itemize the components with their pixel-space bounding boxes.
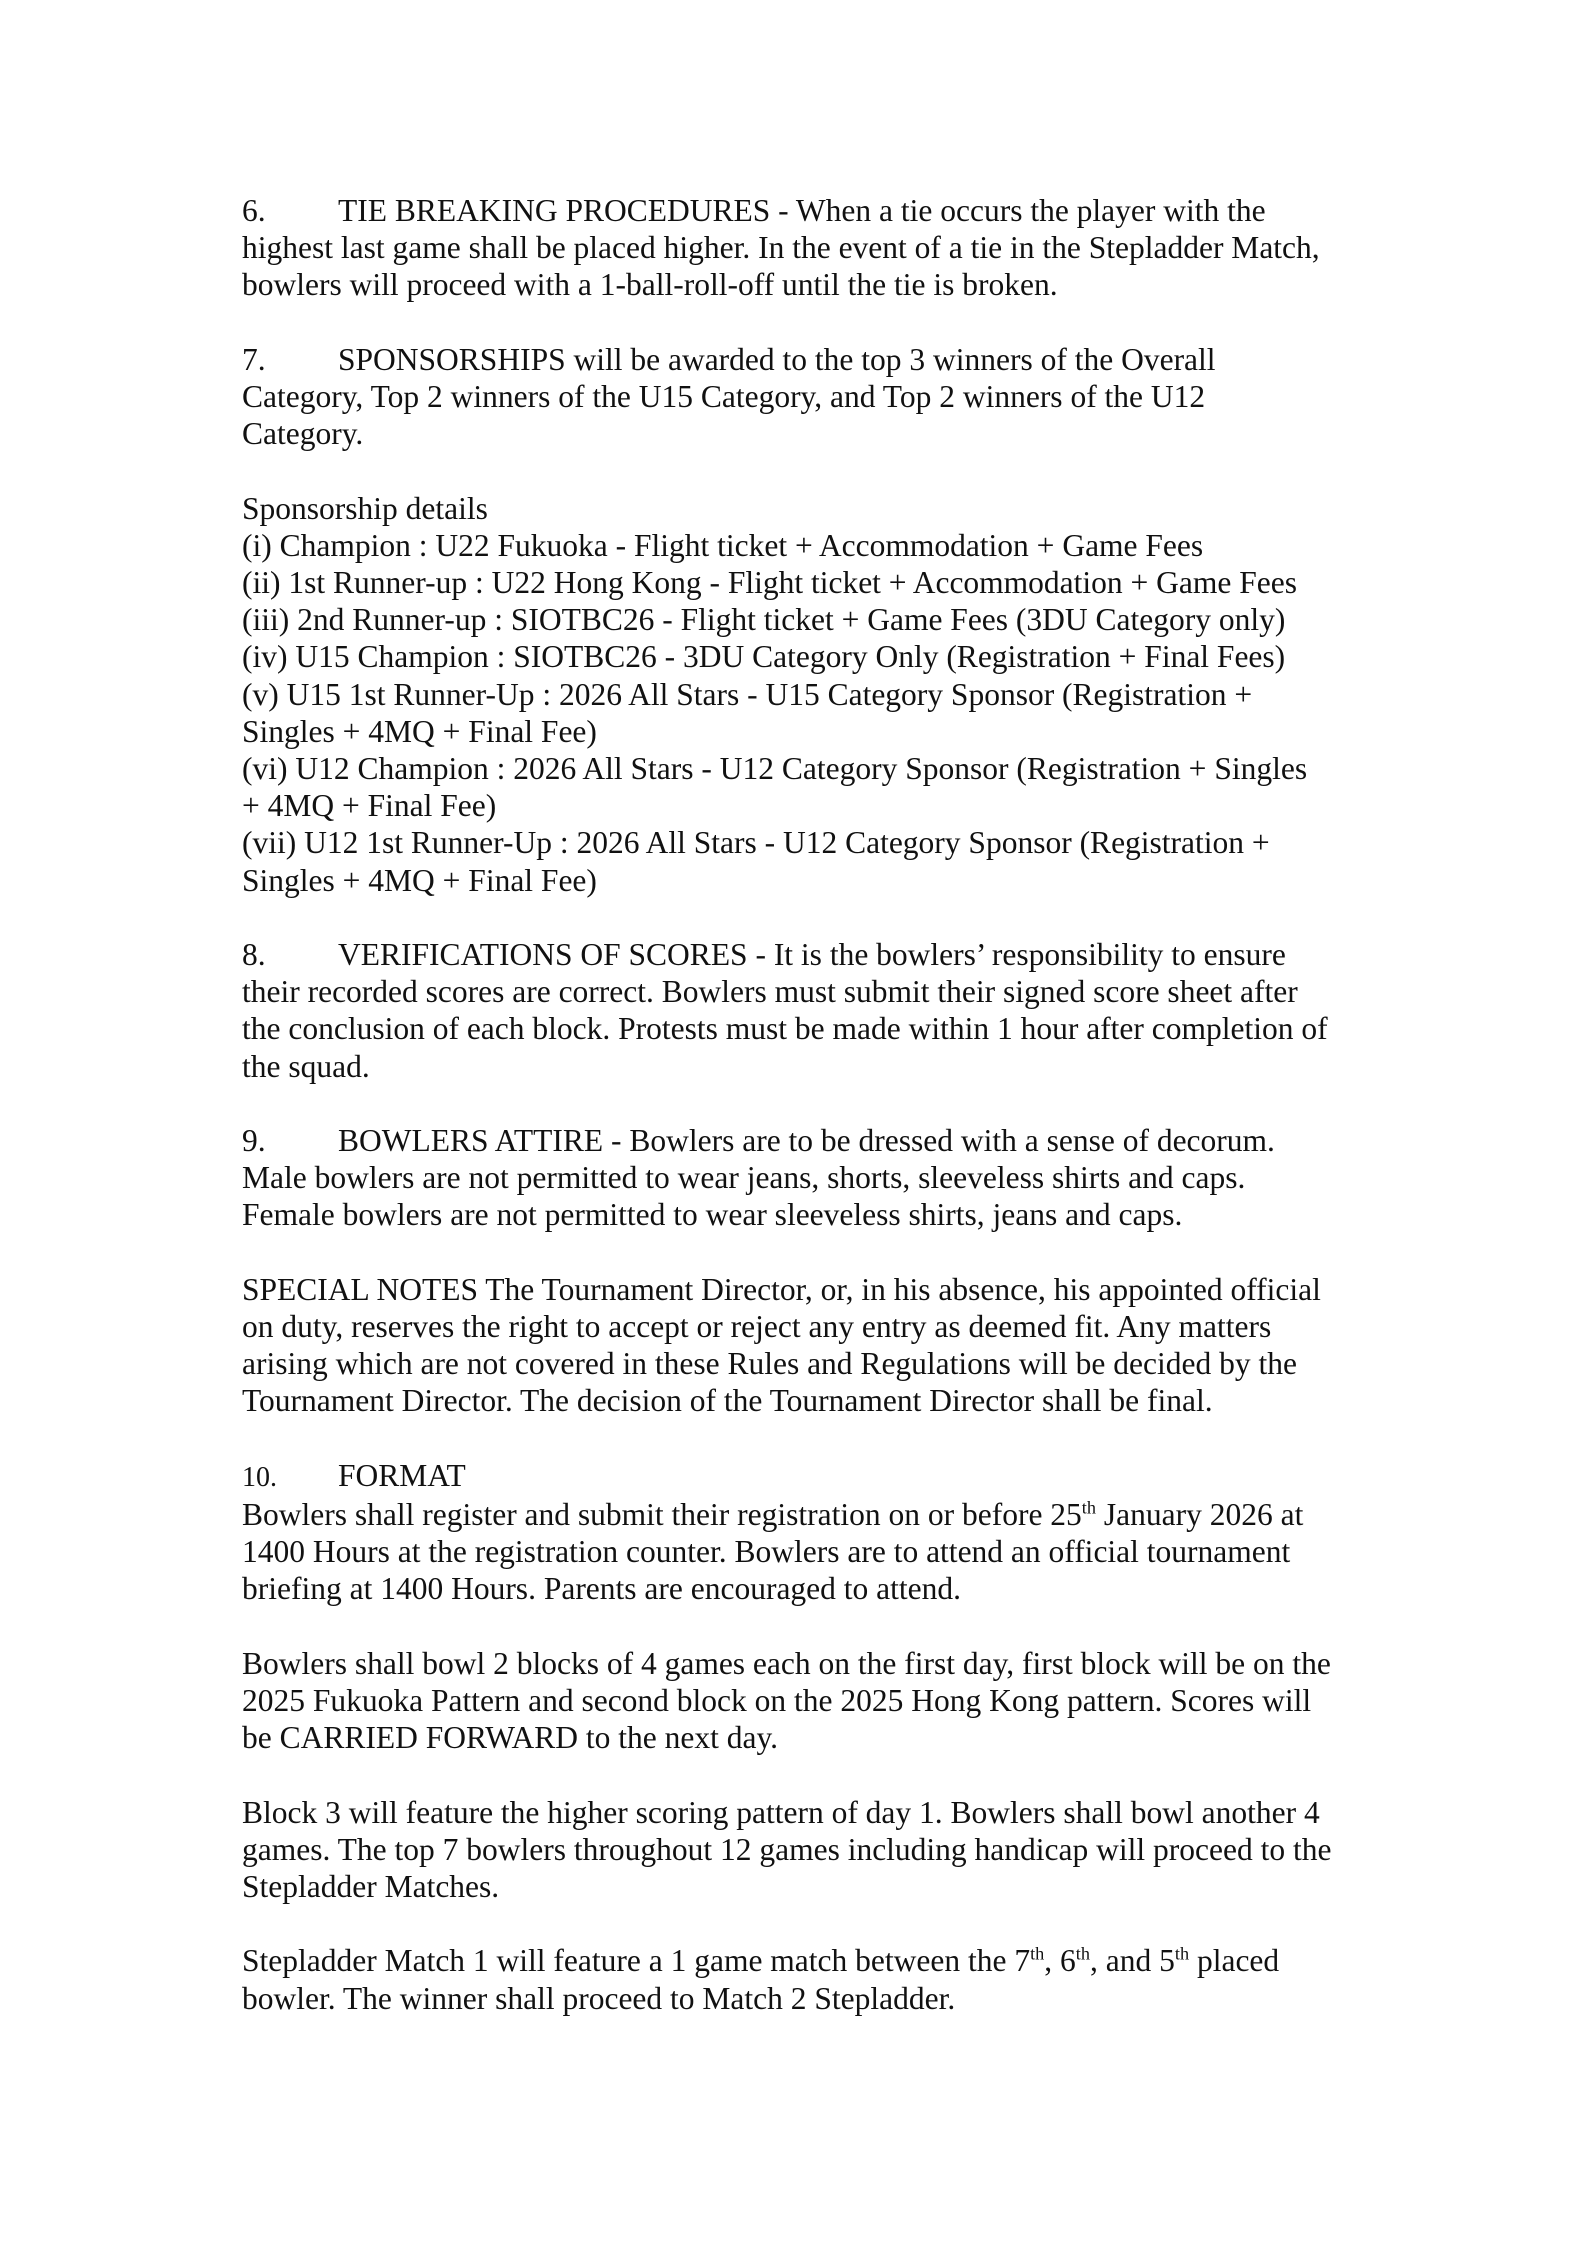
text-line <box>242 1122 1372 1159</box>
sponsorship-item: (vi) U12 Champion : 2026 All Stars - U12 Category Sponsor (Registration + Singles <box>242 751 1308 787</box>
text-line: games. The top 7 bowlers throughout 12 games including handicap will proceed to the <box>242 1831 1332 1867</box>
text-line <box>242 936 1372 973</box>
text-line <box>242 1942 1372 1979</box>
text-line: Stepladder Matches. <box>242 1869 500 1905</box>
text-fragment: Bowlers shall register and submit their registration on or before 25 <box>242 1497 1082 1533</box>
section-heading-text: SPONSORSHIPS will be awarded to the top 3 winners of the Overall <box>338 341 1216 377</box>
section-number: 9. <box>242 1123 266 1159</box>
format-block3-paragraph <box>242 1794 1372 1906</box>
text-fragment: Stepladder Match 1 will feature a 1 game match between the 7 <box>242 1943 1031 1979</box>
sponsorship-item: (vii) U12 1st Runner-Up : 2026 All Stars - U12 Category Sponsor (Registration + <box>242 825 1270 861</box>
text-line: Category. <box>242 416 364 452</box>
text-line: 2025 Fukuoka Pattern and second block on the 2025 Hong Kong pattern. Scores will <box>242 1683 1312 1719</box>
section-format <box>242 1457 1372 1608</box>
format-stepladder-paragraph <box>242 1942 1372 2016</box>
text-line: 1400 Hours at the registration counter. Bowlers are to attend an official tournament <box>242 1534 1291 1570</box>
sponsorship-item: (iii) 2nd Runner-up : SIOTBC26 - Flight ticket + Game Fees (3DU Category only) <box>242 602 1286 638</box>
text-line: be CARRIED FORWARD to the next day. <box>242 1720 779 1756</box>
section-heading-text: TIE BREAKING PROCEDURES - When a tie occurs the player with the <box>338 193 1266 228</box>
ordinal-suffix: th <box>1081 1497 1097 1518</box>
section-attire <box>242 1122 1372 1234</box>
text-line: highest last game shall be placed higher. In the event of a tie in the Stepladder Match, <box>242 230 1320 266</box>
text-line: the conclusion of each block. Protests must be made within 1 hour after completion of <box>242 1011 1328 1047</box>
text-line: on duty, reserves the right to accept or reject any entry as deemed fit. Any matters <box>242 1309 1272 1345</box>
text-line: the squad. <box>242 1048 370 1084</box>
sponsorship-item: + 4MQ + Final Fee) <box>242 788 497 824</box>
sponsorship-item: (iv) U15 Champion : SIOTBC26 - 3DU Category Only (Registration + Final Fees) <box>242 639 1286 675</box>
sponsorship-details <box>242 490 1372 899</box>
document-page <box>242 192 1372 2017</box>
section-number: 10. <box>242 1461 277 1493</box>
section-heading-text: FORMAT <box>338 1457 466 1493</box>
text-fragment: January 2026 at <box>1096 1497 1304 1533</box>
sponsorship-item: Singles + 4MQ + Final Fee) <box>242 713 597 749</box>
section-special-notes <box>242 1271 1372 1420</box>
format-blocks-paragraph <box>242 1645 1372 1757</box>
text-line: Male bowlers are not permitted to wear jeans, shorts, sleeveless shirts and caps. <box>242 1160 1246 1196</box>
text-line <box>242 1496 1372 1533</box>
text-line: SPECIAL NOTES The Tournament Director, or, in his absence, his appointed official <box>242 1271 1321 1307</box>
section-number: 7. <box>242 341 266 377</box>
sponsorship-item: Singles + 4MQ + Final Fee) <box>242 862 597 898</box>
section-tie-breaking <box>242 192 1372 304</box>
sponsorship-item: (ii) 1st Runner-up : U22 Hong Kong - Flight ticket + Accommodation + Game Fees <box>242 565 1298 600</box>
section-heading-text: VERIFICATIONS OF SCORES - It is the bowlers’ responsibility to ensure <box>338 937 1286 973</box>
text-line: bowlers will proceed with a 1-ball-roll-off until the tie is broken. <box>242 267 1058 303</box>
sponsorship-details-heading: Sponsorship details <box>242 490 488 526</box>
text-line <box>242 192 1372 229</box>
text-line: Block 3 will feature the higher scoring pattern of day 1. Bowlers shall bowl another 4 <box>242 1794 1320 1830</box>
text-line: Category, Top 2 winners of the U15 Category, and Top 2 winners of the U12 <box>242 379 1206 414</box>
text-line <box>242 1457 1372 1496</box>
text-fragment: , and 5 <box>1090 1943 1175 1979</box>
section-verifications <box>242 936 1372 1085</box>
text-line: Bowlers shall bowl 2 blocks of 4 games each on the first day, first block will be on the <box>242 1645 1331 1681</box>
section-number: 6. <box>242 193 266 228</box>
text-line: their recorded scores are correct. Bowlers must submit their signed score sheet after <box>242 974 1298 1010</box>
text-line: briefing at 1400 Hours. Parents are encouraged to attend. <box>242 1571 962 1607</box>
sponsorship-item: (i) Champion : U22 Fukuoka - Flight ticket + Accommodation + Game Fees <box>242 527 1204 563</box>
text-line <box>242 341 1372 378</box>
text-line: Female bowlers are not permitted to wear sleeveless shirts, jeans and caps. <box>242 1197 1183 1233</box>
section-sponsorships <box>242 341 1372 453</box>
text-line: Tournament Director. The decision of the Tournament Director shall be final. <box>242 1383 1213 1419</box>
text-fragment: placed <box>1189 1943 1280 1979</box>
text-fragment: , 6 <box>1044 1943 1076 1979</box>
section-heading-text: BOWLERS ATTIRE - Bowlers are to be dressed with a sense of decorum. <box>338 1123 1275 1159</box>
ordinal-suffix: th <box>1030 1944 1045 1965</box>
ordinal-suffix: th <box>1075 1944 1091 1965</box>
text-line: bowler. The winner shall proceed to Match 2 Stepladder. <box>242 1980 956 2016</box>
section-number: 8. <box>242 937 266 973</box>
text-line: arising which are not covered in these Rules and Regulations will be decided by the <box>242 1346 1297 1382</box>
ordinal-suffix: th <box>1174 1944 1190 1965</box>
sponsorship-item: (v) U15 1st Runner-Up : 2026 All Stars - U15 Category Sponsor (Registration + <box>242 676 1253 712</box>
